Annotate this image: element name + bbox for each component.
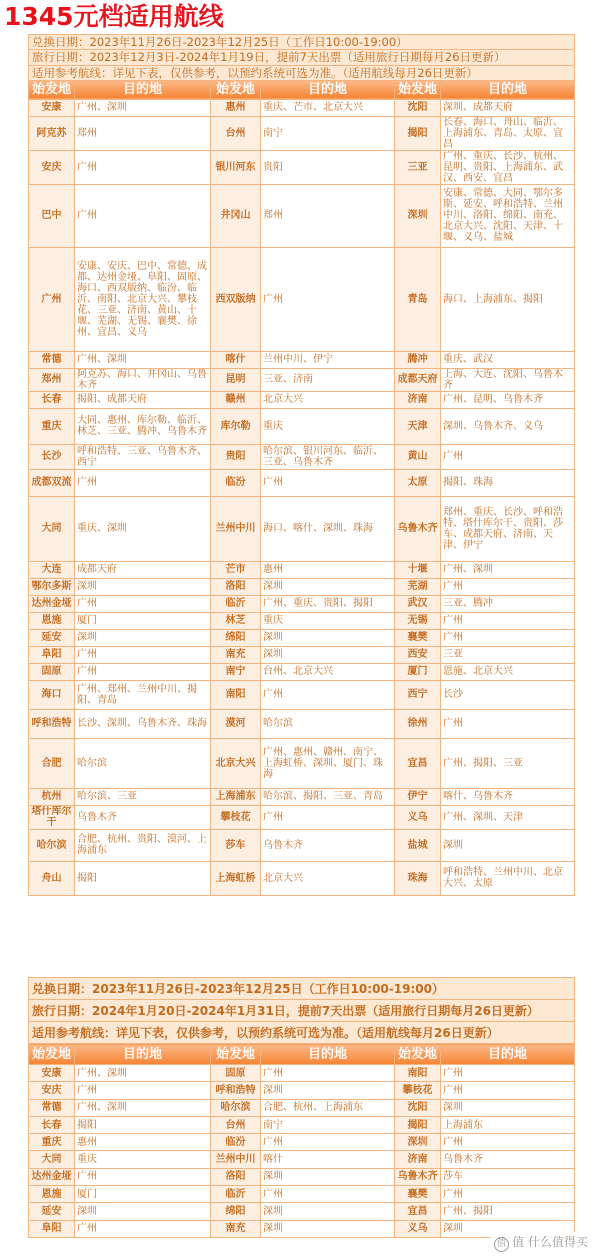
watermark-logo-icon: 值	[494, 1237, 509, 1252]
table-row	[29, 663, 575, 680]
destination-cell: 兰州中川、伊宁	[261, 351, 395, 368]
origin-cell: 乌鲁木齐	[395, 1168, 441, 1185]
destination-cell: 深圳	[261, 1220, 395, 1237]
origin-cell: 襄樊	[395, 629, 441, 646]
origin-cell: 广州	[29, 247, 75, 351]
destination-cell: 乌鲁木齐	[441, 1151, 575, 1168]
origin-cell: 深圳	[395, 1134, 441, 1151]
destination-cell: 安康、常德、大同、鄂尔多斯、延安、呼和浩特、兰州中川、洛阳、绵阳、南充、北京大兴、沈阳、天津、十堰、义乌、盐城	[441, 184, 575, 247]
origin-cell: 成都天府	[395, 368, 441, 391]
origin-cell: 安庆	[29, 150, 75, 184]
origin-cell: 呼和浩特	[29, 709, 75, 738]
origin-cell: 恩施	[29, 1186, 75, 1203]
destination-cell: 郑州、重庆、长沙、呼和浩特、塔什库尔干、贵阳、莎车、成都天府、济南、天津、伊宁	[441, 496, 575, 561]
origin-cell: 重庆	[29, 1134, 75, 1151]
table-row	[29, 184, 575, 247]
origin-cell: 乌鲁木齐	[395, 496, 441, 561]
destination-cell: 广州	[75, 1168, 211, 1185]
origin-cell: 西双版纳	[211, 247, 261, 351]
destination-cell: 广州、深圳	[75, 1099, 211, 1116]
origin-cell: 巴中	[29, 184, 75, 247]
origin-cell: 长春	[29, 1116, 75, 1133]
destination-cell: 乌鲁木齐	[261, 829, 395, 861]
destination-cell: 广州	[75, 1220, 211, 1237]
destination-cell: 广州	[441, 444, 575, 469]
section2-header-row	[29, 1044, 575, 1065]
origin-cell: 台州	[211, 116, 261, 150]
destination-cell: 厦门	[75, 1186, 211, 1203]
section1-info-row	[29, 35, 575, 50]
destination-cell: 广州	[441, 1186, 575, 1203]
destination-cell: 阿克苏、海口、井冈山、乌鲁木齐	[75, 368, 211, 391]
destination-cell: 长沙	[441, 680, 575, 709]
table-row	[29, 709, 575, 738]
origin-cell: 济南	[395, 391, 441, 408]
destination-cell: 上海、大连、沈阳、乌鲁木齐	[441, 368, 575, 391]
origin-cell: 太原	[395, 469, 441, 496]
origin-cell: 攀枝花	[211, 805, 261, 829]
table-row	[29, 391, 575, 408]
origin-cell: 济南	[395, 1151, 441, 1168]
table-row	[29, 496, 575, 561]
destination-cell: 深圳、乌鲁木齐、义乌	[441, 408, 575, 444]
origin-cell: 洛阳	[211, 1168, 261, 1185]
table-row	[29, 788, 575, 805]
destination-cell: 深圳	[261, 646, 395, 663]
destination-cell: 深圳	[261, 1203, 395, 1220]
destination-cell: 大同、惠州、库尔勒、临沂、林芝、三亚、腾冲、乌鲁木齐	[75, 408, 211, 444]
table-row	[29, 99, 575, 116]
section1-info-row	[29, 50, 575, 65]
destination-cell: 广州	[261, 805, 395, 829]
origin-cell: 临沂	[211, 595, 261, 612]
section1-header-row	[29, 80, 575, 99]
destination-cell: 成都天府	[75, 561, 211, 578]
table-row	[29, 629, 575, 646]
destination-cell: 深圳	[261, 629, 395, 646]
destination-cell: 安康、安庆、巴中、常德、成都、达州金垭、阜阳、固原、海口、西双版纳、临汾、临沂、南阳、北京大兴、攀枝花、三亚、济南、黄山、十堰、芜湖、无锡、襄樊、徐州、宜昌、义乌	[75, 247, 211, 351]
table-row	[29, 444, 575, 469]
section2-info-row	[29, 1000, 575, 1022]
destination-cell: 三亚、济南	[261, 368, 395, 391]
destination-cell: 广州	[75, 646, 211, 663]
origin-cell: 呼和浩特	[211, 1082, 261, 1099]
origin-cell: 无锡	[395, 612, 441, 629]
route-table-section-1	[28, 34, 575, 896]
origin-cell: 阜阳	[29, 646, 75, 663]
origin-cell: 井冈山	[211, 184, 261, 247]
table-row	[29, 612, 575, 629]
origin-cell: 杭州	[29, 788, 75, 805]
destination-cell: 广州、深圳、天津	[441, 805, 575, 829]
destination-cell: 哈尔滨、银川河东、临沂、三亚、乌鲁木齐	[261, 444, 395, 469]
destination-cell: 广州	[75, 150, 211, 184]
table-row	[29, 561, 575, 578]
table-row	[29, 578, 575, 595]
destination-cell: 长春、海口、舟山、临沂、上海浦东、青岛、太原、宜昌	[441, 116, 575, 150]
destination-cell: 广州、深圳	[441, 561, 575, 578]
origin-cell: 赣州	[211, 391, 261, 408]
destination-cell: 惠州	[261, 561, 395, 578]
origin-header: 始发地	[211, 80, 261, 99]
origin-cell: 南阳	[395, 1065, 441, 1082]
origin-cell: 大连	[29, 561, 75, 578]
origin-cell: 北京大兴	[211, 738, 261, 788]
destination-cell: 哈尔滨、三亚	[75, 788, 211, 805]
destination-cell: 广州	[441, 1134, 575, 1151]
section2-info-1: 旅行日期：2024年1月20日-2024年1月31日，提前7天出票（适用旅行日期每月26日更新）	[29, 1000, 575, 1022]
destination-cell: 哈尔滨	[261, 709, 395, 738]
destination-header: 目的地	[261, 80, 395, 99]
destination-cell: 深圳、成都天府	[441, 99, 575, 116]
destination-cell: 恩施、北京大兴	[441, 663, 575, 680]
origin-cell: 大同	[29, 1151, 75, 1168]
origin-cell: 恩施	[29, 612, 75, 629]
origin-cell: 固原	[29, 663, 75, 680]
origin-cell: 大同	[29, 496, 75, 561]
origin-cell: 宜昌	[395, 738, 441, 788]
destination-cell: 揭阳	[75, 861, 211, 895]
destination-cell: 广州	[261, 247, 395, 351]
origin-cell: 延安	[29, 629, 75, 646]
destination-header: 目的地	[441, 80, 575, 99]
destination-cell: 广州、昆明、乌鲁木齐	[441, 391, 575, 408]
origin-cell: 沈阳	[395, 1099, 441, 1116]
destination-cell: 广州	[441, 629, 575, 646]
destination-cell: 广州	[261, 680, 395, 709]
watermark-text: 值 什么值得买	[512, 1235, 588, 1249]
origin-cell: 鄂尔多斯	[29, 578, 75, 595]
table-row	[29, 1065, 575, 1082]
origin-cell: 长春	[29, 391, 75, 408]
origin-cell: 盐城	[395, 829, 441, 861]
destination-cell: 深圳	[261, 1082, 395, 1099]
destination-cell: 郑州	[75, 116, 211, 150]
destination-header: 目的地	[441, 1044, 575, 1065]
destination-cell: 莎车	[441, 1168, 575, 1185]
origin-cell: 莎车	[211, 829, 261, 861]
origin-cell: 天津	[395, 408, 441, 444]
destination-cell: 广州	[75, 1082, 211, 1099]
destination-cell: 喀什、乌鲁木齐	[441, 788, 575, 805]
destination-cell: 南宁	[261, 1116, 395, 1133]
destination-cell: 揭阳、成都天府	[75, 391, 211, 408]
destination-cell: 广州、揭阳	[441, 1203, 575, 1220]
origin-cell: 十堰	[395, 561, 441, 578]
origin-cell: 义乌	[395, 1220, 441, 1237]
destination-cell: 广州、揭阳、三亚	[441, 738, 575, 788]
destination-cell: 重庆、深圳	[75, 496, 211, 561]
destination-cell: 广州	[441, 709, 575, 738]
destination-cell: 深圳	[75, 578, 211, 595]
origin-cell: 徐州	[395, 709, 441, 738]
table-row	[29, 738, 575, 788]
destination-cell: 呼和浩特、三亚、乌鲁木齐、西宁	[75, 444, 211, 469]
destination-header: 目的地	[75, 80, 211, 99]
destination-cell: 合肥、杭州、贵阳、漠河、上海浦东	[75, 829, 211, 861]
destination-header: 目的地	[75, 1044, 211, 1065]
destination-cell: 重庆	[261, 612, 395, 629]
origin-cell: 达州金垭	[29, 1168, 75, 1185]
origin-header: 始发地	[211, 1044, 261, 1065]
destination-cell: 深圳	[441, 1099, 575, 1116]
destination-cell: 合肥、杭州、上海浦东	[261, 1099, 395, 1116]
origin-cell: 南阳	[211, 680, 261, 709]
origin-cell: 昆明	[211, 368, 261, 391]
origin-cell: 厦门	[395, 663, 441, 680]
origin-cell: 银川河东	[211, 150, 261, 184]
origin-header: 始发地	[395, 80, 441, 99]
origin-cell: 宜昌	[395, 1203, 441, 1220]
destination-cell: 三亚	[441, 646, 575, 663]
route-table-section-2	[28, 977, 575, 1238]
destination-cell: 喀什	[261, 1151, 395, 1168]
destination-cell: 广州	[261, 1065, 395, 1082]
origin-cell: 临汾	[211, 469, 261, 496]
destination-cell: 重庆、武汉	[441, 351, 575, 368]
destination-cell: 重庆	[75, 1151, 211, 1168]
destination-cell: 广州	[441, 578, 575, 595]
origin-cell: 绵阳	[211, 1203, 261, 1220]
origin-cell: 哈尔滨	[211, 1099, 261, 1116]
section1-info-2: 适用参考航线：详见下表，仅供参考，以预约系统可选为准。（适用航线每月26日更新）	[29, 65, 575, 80]
origin-cell: 惠州	[211, 99, 261, 116]
origin-cell: 芒市	[211, 561, 261, 578]
table-row	[29, 469, 575, 496]
destination-cell: 揭阳、珠海	[441, 469, 575, 496]
table-row	[29, 1099, 575, 1116]
origin-cell: 达州金垭	[29, 595, 75, 612]
origin-cell: 临汾	[211, 1134, 261, 1151]
table-row	[29, 595, 575, 612]
table-row	[29, 408, 575, 444]
origin-cell: 义乌	[395, 805, 441, 829]
origin-cell: 台州	[211, 1116, 261, 1133]
destination-cell: 上海浦东	[441, 1116, 575, 1133]
origin-cell: 上海虹桥	[211, 861, 261, 895]
origin-cell: 延安	[29, 1203, 75, 1220]
origin-cell: 攀枝花	[395, 1082, 441, 1099]
origin-cell: 哈尔滨	[29, 829, 75, 861]
destination-cell: 广州	[261, 469, 395, 496]
destination-cell: 广州、深圳	[75, 99, 211, 116]
destination-cell: 北京大兴	[261, 861, 395, 895]
table-row	[29, 1186, 575, 1203]
destination-cell: 贵阳	[261, 150, 395, 184]
origin-cell: 舟山	[29, 861, 75, 895]
origin-cell: 三亚	[395, 150, 441, 184]
destination-cell: 厦门	[75, 612, 211, 629]
destination-cell: 重庆	[261, 408, 395, 444]
origin-cell: 黄山	[395, 444, 441, 469]
section2-info-row	[29, 1022, 575, 1044]
origin-cell: 南充	[211, 646, 261, 663]
section2-info-row	[29, 978, 575, 1000]
section1-info-1: 旅行日期：2023年12月3日-2024年1月19日，提前7天出票（适用旅行日期每月26日更新）	[29, 50, 575, 65]
section1-info-row	[29, 65, 575, 80]
origin-cell: 揭阳	[395, 1116, 441, 1133]
origin-cell: 林芝	[211, 612, 261, 629]
destination-cell: 惠州	[75, 1134, 211, 1151]
destination-cell: 广州	[261, 1134, 395, 1151]
origin-cell: 青岛	[395, 247, 441, 351]
destination-cell: 深圳	[75, 1203, 211, 1220]
section2-info-2: 适用参考航线：详见下表，仅供参考，以预约系统可选为准。（适用航线每月26日更新）	[29, 1022, 575, 1044]
origin-cell: 成都双流	[29, 469, 75, 496]
origin-cell: 西宁	[395, 680, 441, 709]
origin-cell: 武汉	[395, 595, 441, 612]
destination-cell: 广州	[441, 1082, 575, 1099]
destination-cell: 广州、郑州、兰州中川、揭阳、青岛	[75, 680, 211, 709]
origin-cell: 深圳	[395, 184, 441, 247]
section1-info-0: 兑换日期：2023年11月26日-2023年12月25日（工作日10:00-19:00）	[29, 35, 575, 50]
origin-cell: 珠海	[395, 861, 441, 895]
destination-cell: 南宁	[261, 116, 395, 150]
table-row	[29, 1203, 575, 1220]
origin-cell: 库尔勒	[211, 408, 261, 444]
origin-cell: 安康	[29, 99, 75, 116]
origin-cell: 伊宁	[395, 788, 441, 805]
destination-cell: 广州	[261, 1186, 395, 1203]
destination-cell: 呼和浩特、兰州中川、北京大兴、太原	[441, 861, 575, 895]
origin-cell: 西安	[395, 646, 441, 663]
destination-cell: 广州	[441, 1065, 575, 1082]
destination-cell: 哈尔滨、揭阳、三亚、青岛	[261, 788, 395, 805]
table-row	[29, 1168, 575, 1185]
origin-cell: 沈阳	[395, 99, 441, 116]
destination-cell: 台州、北京大兴	[261, 663, 395, 680]
origin-cell: 漠河	[211, 709, 261, 738]
destination-cell: 北京大兴	[261, 391, 395, 408]
table-row	[29, 116, 575, 150]
table-row	[29, 351, 575, 368]
origin-cell: 安庆	[29, 1082, 75, 1099]
destination-cell: 长沙、深圳、乌鲁木齐、珠海	[75, 709, 211, 738]
table-row	[29, 1116, 575, 1133]
origin-cell: 常德	[29, 1099, 75, 1116]
watermark	[490, 1232, 592, 1253]
destination-cell: 广州、惠州、赣州、南宁、上海虹桥、深圳、厦门、珠海	[261, 738, 395, 788]
destination-cell: 广州、重庆、贵阳、揭阳	[261, 595, 395, 612]
origin-header: 始发地	[395, 1044, 441, 1065]
destination-cell: 三亚、腾冲	[441, 595, 575, 612]
table-row	[29, 680, 575, 709]
origin-cell: 绵阳	[211, 629, 261, 646]
table-row	[29, 861, 575, 895]
destination-cell: 广州、深圳	[75, 351, 211, 368]
origin-cell: 阜阳	[29, 1220, 75, 1237]
destination-cell: 深圳	[261, 1168, 395, 1185]
destination-cell: 海口、上海浦东、揭阳	[441, 247, 575, 351]
table-row	[29, 646, 575, 663]
destination-cell: 广州	[441, 612, 575, 629]
destination-header: 目的地	[261, 1044, 395, 1065]
origin-header: 始发地	[29, 1044, 75, 1065]
origin-cell: 长沙	[29, 444, 75, 469]
origin-cell: 喀什	[211, 351, 261, 368]
destination-cell: 深圳	[261, 578, 395, 595]
origin-cell: 襄樊	[395, 1186, 441, 1203]
origin-cell: 南宁	[211, 663, 261, 680]
table-row	[29, 1134, 575, 1151]
destination-cell: 广州、深圳	[75, 1065, 211, 1082]
origin-cell: 兰州中川	[211, 496, 261, 561]
destination-cell: 广州	[75, 469, 211, 496]
table-row	[29, 1151, 575, 1168]
origin-cell: 贵阳	[211, 444, 261, 469]
origin-cell: 上海浦东	[211, 788, 261, 805]
destination-cell: 广州、重庆、长沙、杭州、昆明、贵阳、上海浦东、武汉、西安、宜昌	[441, 150, 575, 184]
destination-cell: 揭阳	[75, 1116, 211, 1133]
destination-cell: 重庆、芒市、北京大兴	[261, 99, 395, 116]
origin-cell: 临沂	[211, 1186, 261, 1203]
origin-cell: 南充	[211, 1220, 261, 1237]
origin-header: 始发地	[29, 80, 75, 99]
destination-cell: 海口、喀什、深圳、珠海	[261, 496, 395, 561]
section2-info-0: 兑换日期：2023年11月26日-2023年12月25日（工作日10:00-19:00）	[29, 978, 575, 1000]
table-row	[29, 368, 575, 391]
destination-cell: 深圳	[441, 829, 575, 861]
origin-cell: 兰州中川	[211, 1151, 261, 1168]
destination-cell: 乌鲁木齐	[75, 805, 211, 829]
origin-cell: 郑州	[29, 368, 75, 391]
destination-cell: 广州	[75, 184, 211, 247]
origin-cell: 腾冲	[395, 351, 441, 368]
destination-cell: 哈尔滨	[75, 738, 211, 788]
table-row	[29, 150, 575, 184]
table-row	[29, 805, 575, 829]
origin-cell: 芜湖	[395, 578, 441, 595]
table-row	[29, 247, 575, 351]
destination-cell: 郑州	[261, 184, 395, 247]
origin-cell: 阿克苏	[29, 116, 75, 150]
page-title: 1345元档适用航线	[4, 2, 224, 31]
origin-cell: 固原	[211, 1065, 261, 1082]
destination-cell: 深圳	[75, 629, 211, 646]
origin-cell: 海口	[29, 680, 75, 709]
destination-cell: 广州	[75, 595, 211, 612]
origin-cell: 常德	[29, 351, 75, 368]
table-row	[29, 829, 575, 861]
destination-cell: 广州	[75, 663, 211, 680]
origin-cell: 揭阳	[395, 116, 441, 150]
origin-cell: 塔什库尔干	[29, 805, 75, 829]
table-row	[29, 1082, 575, 1099]
origin-cell: 洛阳	[211, 578, 261, 595]
origin-cell: 安康	[29, 1065, 75, 1082]
origin-cell: 合肥	[29, 738, 75, 788]
origin-cell: 重庆	[29, 408, 75, 444]
destination-cell: 深圳	[441, 1220, 575, 1237]
